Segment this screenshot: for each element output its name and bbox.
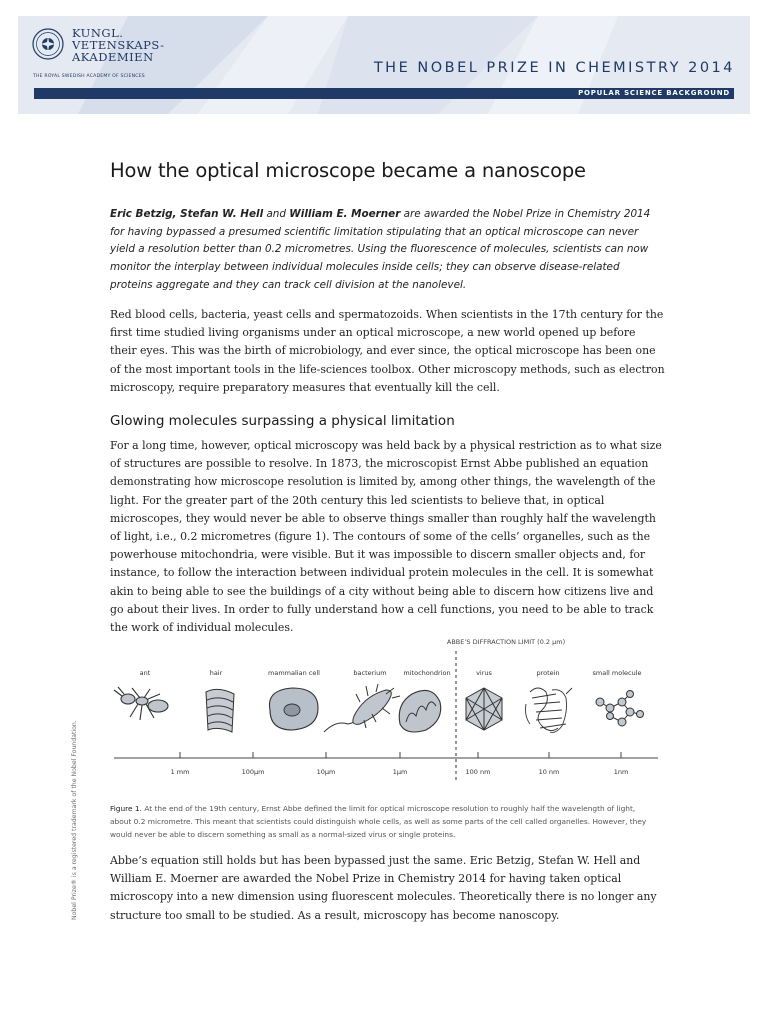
- figure-caption-text: At the end of the 19th century, Ernst Abbe defined the limit for optical microscope resolution to roughly half the wavelength of light, about 0.2 micrometre. This meant that scientists could distinguish whole cells, as well as some parts of the cell called organelles. However, they would never be able to discern something as small as a normal-sized virus or single proteins.: [110, 804, 647, 840]
- figure-caption: [110, 802, 658, 842]
- object-label-molecule: small molecule: [592, 669, 642, 677]
- object-label-hair: hair: [209, 669, 223, 677]
- diffraction-limit-label: ABBE’S DIFFRACTION LIMIT (0.2 μm): [446, 638, 566, 646]
- academy-line2: VETENSKAPS-: [72, 38, 165, 52]
- scale-label-1nm: 1nm: [613, 768, 629, 776]
- scale-label-1um: 1μm: [392, 768, 408, 776]
- intro-paragraph: [110, 206, 665, 295]
- hair-icon: [206, 689, 234, 732]
- figure-1: [110, 632, 662, 792]
- ant-icon: [114, 687, 168, 720]
- protein-icon: [526, 688, 573, 732]
- scale-label-10um: 10μm: [316, 768, 336, 776]
- object-label-cell: mammalian cell: [268, 669, 320, 677]
- body-paragraph-1: Red blood cells, bacteria, yeast cells and spermatozoids. When scientists in the 17th century for the first time studied living organisms under an optical microscope, a new world opened up before their eyes. This was the birth of microbiology, and ever since, the optical microscope has been one of the most important tools in the life-sciences toolbox. Other microscopy methods, such as electron microscopy, require preparatory measures that eventually kill the cell.: [110, 308, 665, 394]
- figure-caption-label: Figure 1.: [110, 804, 142, 813]
- bacterium-icon: [324, 684, 400, 732]
- page-header: [18, 16, 750, 114]
- intro-and: and: [263, 208, 290, 220]
- object-label-protein: protein: [536, 669, 560, 677]
- figure-1-diagram: [110, 632, 662, 792]
- object-label-bacterium: bacterium: [353, 669, 387, 677]
- section-bar-label: POPULAR SCIENCE BACKGROUND: [578, 89, 730, 97]
- body-paragraph-3: Abbe’s equation still holds but has been bypassed just the same. Eric Betzig, Stefan W. Hell and William E. Moerner are awarded the Nobel Prize in Chemistry 2014 for having taken optical microscopy into a new dimension using fluorescent molecules. Theoretically there is no longer any structure too small to be studied. As a result, microscopy has become nanoscopy.: [110, 854, 657, 922]
- laureate-names-1: Eric Betzig, Stefan W. Hell: [110, 208, 264, 220]
- body-paragraph-2: For a long time, however, optical microscopy was held back by a physical restriction as to what size of structures are possible to resolve. In 1873, the microscopist Ernst Abbe published an equation demonstrating how microscope resolution is limited by, among other things, the wavelength of the light. For the greater part of the 20th century this led scientists to believe that, in optical microscopes, they would never be able to observe things smaller than roughly half the wavelength of light, i.e., 0.2 micrometres (figure 1). The contours of some of the cells’ organelles, such as the powerhouse mitochondria, were visible. But it was impossible to discern smaller objects and, for instance, to follow the interaction between individual protein molecules in the cell. It is somewhat akin to being able to see the buildings of a city without being able to discern how citizens live and go about their lives. In order to fully understand how a cell functions, you need to be able to track the work of individual molecules.: [110, 439, 662, 635]
- academy-seal-icon: [32, 28, 64, 60]
- virus-icon: [466, 688, 502, 730]
- intro-text: are awarded the Nobel Prize in Chemistry 2014 for having bypassed a presumed scientific limitation stipulating that an optical microscope can never yield a resolution better than 0.2 micrometres. Using the fluorescence of molecules, scientists can now monitor the interplay between individual molecules inside cells; they can observe disease-related proteins aggregate and they can track cell division at the nanolevel.: [110, 208, 651, 291]
- trademark-note: Nobel Prize® is a registered trademark of the Nobel Foundation.: [71, 720, 78, 920]
- section-bar: [34, 88, 734, 99]
- object-label-virus: virus: [476, 669, 492, 677]
- cell-icon: [269, 688, 318, 730]
- molecule-icon: [596, 691, 644, 727]
- mitochondrion-icon: [399, 690, 441, 732]
- scale-label-100um: 100μm: [241, 768, 265, 776]
- page-title: How the optical microscope became a nanoscope: [110, 159, 586, 182]
- academy-line3: AKADEMIEN: [72, 50, 154, 64]
- academy-name: [72, 27, 165, 63]
- object-label-ant: ant: [139, 669, 151, 677]
- object-label-mitochondrion: mitochondrion: [403, 669, 451, 677]
- academy-line1: KUNGL.: [72, 26, 124, 40]
- academy-subtitle: THE ROYAL SWEDISH ACADEMY OF SCIENCES: [33, 74, 145, 79]
- scale-label-10nm: 10 nm: [538, 768, 560, 776]
- scale-label-100nm: 100 nm: [465, 768, 491, 776]
- laureate-names-2: William E. Moerner: [289, 208, 401, 220]
- section-heading: Glowing molecules surpassing a physical limitation: [110, 413, 455, 429]
- prize-title: THE NOBEL PRIZE IN CHEMISTRY 2014: [373, 60, 735, 76]
- scale-label-1mm: 1 mm: [170, 768, 190, 776]
